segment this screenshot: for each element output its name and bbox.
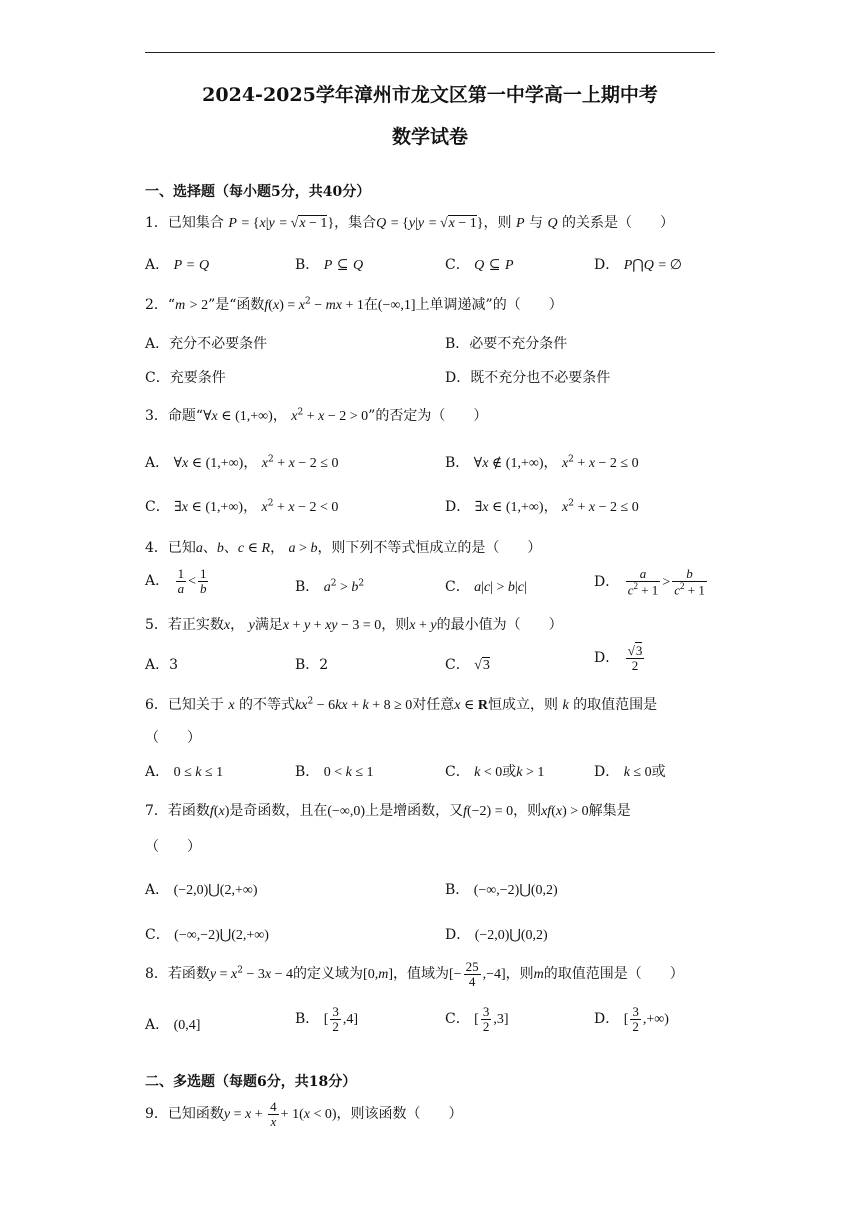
question-text: ， xyxy=(272,408,287,424)
question-8: 8．若函数$y = x^2 - 3x - 4$的定义域为[0,m]，值域为[− $\frac{25}{4}$ ,−4]，则m的取值范围是（ ） xyxy=(145,959,684,989)
question-text: 的定义域为 xyxy=(293,966,364,983)
option-b: B． P ⊆ Q xyxy=(295,257,364,273)
option-c: C． k < 0或k > 1 xyxy=(445,764,545,780)
question-text: 的最小值为（ ） xyxy=(436,617,563,633)
question-2: 2．“m > 2”是“函数$f(x) = x^2$ − mx + 1在(−∞,1]上单调递减”的（ ） xyxy=(145,296,563,313)
question-text: 已知函数 xyxy=(167,1106,224,1123)
option-c: C． ∃x ∈ (1,+∞)， $x^2 + x - 2 < 0$ xyxy=(145,498,339,515)
option-b: B． [ $\frac{3}{2}$ ,4] xyxy=(295,1004,359,1034)
option-b: B． (−∞,−2)⋃(0,2) xyxy=(445,882,558,898)
option-d: D． P⋂Q = ∅ xyxy=(594,257,682,273)
question-text: 若函数 xyxy=(167,803,210,819)
question-text: ，集合 xyxy=(334,215,377,231)
section-heading-single-choice: 一、选择题（每小题5分，共40分） xyxy=(145,184,371,200)
question-number: 7． xyxy=(145,803,168,819)
question-4: 4．已知a、b、c ∈ R， a > b，则下列不等式恒成立的是（ ） xyxy=(145,540,542,556)
option-d: D． k ≤ 0或 xyxy=(594,764,666,780)
option-a: A． P = Q xyxy=(145,257,210,273)
question-text: 的关系是（ ） xyxy=(562,215,675,231)
option-a: A． (0,4] xyxy=(145,1017,201,1033)
option-a: A． (−2,0)⋃(2,+∞) xyxy=(145,882,258,898)
option-c: C． a|c| > b|c| xyxy=(445,579,527,595)
question-text: ， xyxy=(270,540,285,556)
question-text: 的取值范围是 xyxy=(573,697,658,713)
question-text: 已知 xyxy=(167,540,196,556)
question-text: ，则 xyxy=(483,215,512,231)
question-text: 命题“ xyxy=(167,408,204,424)
question-number: 2． xyxy=(145,297,168,313)
question-number: 9． xyxy=(145,1106,168,1123)
question-5: 5．若正实数x， y满足x + y + xy − 3 = 0，则x + y的最小值为（ ） xyxy=(145,617,563,633)
question-text: 的取值范围是（ ） xyxy=(543,966,684,983)
option-c: C．充要条件 xyxy=(145,370,226,386)
exam-title: 2024-2025学年漳州市龙文区第一中学高一上期中考 xyxy=(202,84,658,106)
question-text: 与 xyxy=(529,215,543,231)
option-a: A． 0 ≤ k ≤ 1 xyxy=(145,764,224,780)
option-b: B． $a^2 > b^2$ xyxy=(295,578,365,595)
question-text: 已知关于 xyxy=(167,697,224,713)
option-a: A．充分不必要条件 xyxy=(145,336,268,352)
question-text: 若正实数 xyxy=(167,617,224,633)
question-text: 恒成立，则 xyxy=(488,697,558,713)
question-number: 8． xyxy=(145,966,168,983)
question-number: 5． xyxy=(145,617,168,633)
option-c: C． √3 xyxy=(445,657,490,673)
question-number: 4． xyxy=(145,540,168,556)
question-text: 的不等式 xyxy=(239,697,296,713)
question-text: 在 xyxy=(363,297,378,313)
question-7: 7．若函数f(x)是奇函数，且在(−∞,0)上是增函数，又f(−2) = 0，则xf(x) > 0解集是 xyxy=(145,803,631,819)
option-b: B．必要不充分条件 xyxy=(445,336,568,352)
option-c: C． (−∞,−2)⋃(2,+∞) xyxy=(145,927,269,943)
question-text: 是奇函数，且在 xyxy=(229,803,328,819)
question-text: ， xyxy=(230,617,245,633)
question-text: 解集是 xyxy=(588,803,631,819)
exam-subtitle: 数学试卷 xyxy=(391,126,468,148)
question-text: 已知集合 xyxy=(167,215,224,231)
question-text: 上单调递减”的（ ） xyxy=(415,297,563,313)
header-rule xyxy=(145,52,715,53)
question-1: 1．已知集合 P = {x|y = √x − 1}，集合Q = {y|y = √x − 1}，则 P 与 Q 的关系是（ ） xyxy=(145,215,675,231)
question-text: ，则 xyxy=(513,803,542,819)
option-a: A． ∀x ∈ (1,+∞)， $x^2 + x - 2 \le 0$ xyxy=(145,454,339,471)
answer-paren: （ ） xyxy=(145,839,201,855)
option-d: D． ∃x ∈ (1,+∞)， $x^2 + x - 2 \le 0$ xyxy=(445,498,639,515)
question-text: 上是增函数，又 xyxy=(365,803,464,819)
answer-paren: （ ） xyxy=(145,730,201,746)
question-number: 3． xyxy=(145,408,168,424)
option-d: D．既不充分也不必要条件 xyxy=(445,370,611,386)
question-text: 满足 xyxy=(254,617,283,633)
question-text: ，则下列不等式恒成立的是（ ） xyxy=(317,540,542,556)
option-d: D． [ $\frac{3}{2}$ ,+∞) xyxy=(594,1004,669,1034)
section-heading-multi-choice: 二、多选题（每题6分，共18分） xyxy=(145,1074,357,1090)
option-a: A．3 xyxy=(145,657,179,673)
question-text: ，值域为 xyxy=(393,966,449,983)
question-text: ”是“函数 xyxy=(208,297,265,313)
question-text: 若函数 xyxy=(167,966,210,983)
option-d: D． $\frac{a}{c^2 + 1}$ > $\frac{b}{c^2 + 1}$ xyxy=(594,566,705,597)
question-9: 9．已知函数y = x + $\frac{4}{x}$ + 1(x < 0)，则该函数（ ） xyxy=(145,1099,463,1129)
question-text: “ xyxy=(167,297,176,313)
option-a: A． $\frac{1}{a}$ < $\frac{1}{b}$ xyxy=(145,566,207,596)
option-b: B． 0 < k ≤ 1 xyxy=(295,764,374,780)
question-number: 6． xyxy=(145,697,168,713)
option-b: B．2 xyxy=(295,657,329,673)
question-number: 1． xyxy=(145,215,168,231)
option-b: B． ∀x ∉ (1,+∞)， $x^2 + x - 2 \le 0$ xyxy=(445,454,639,471)
option-d: D． $\frac{√3}{2}$ xyxy=(594,643,643,673)
question-text: ，则该函数（ ） xyxy=(336,1106,463,1123)
question-text: 对任意 xyxy=(412,697,455,713)
question-text: ”的否定为（ ） xyxy=(368,408,488,424)
question-3: 3．命题“∀x ∈ (1,+∞)， $x^2 + x - 2 > 0$”的否定为（ ） xyxy=(145,407,488,424)
option-d: D． (−2,0)⋃(0,2) xyxy=(445,927,548,943)
question-6: 6．已知关于 x 的不等式$kx^2 - 6kx + k + 8 \ge 0$对任意x ∈ R恒成立，则 k 的取值范围是 xyxy=(145,696,658,713)
question-text: ，则 xyxy=(381,617,410,633)
question-text: ，则 xyxy=(505,966,534,983)
option-c: C． [ $\frac{3}{2}$ ,3] xyxy=(445,1004,509,1034)
option-c: C． Q ⊆ P xyxy=(445,257,514,273)
